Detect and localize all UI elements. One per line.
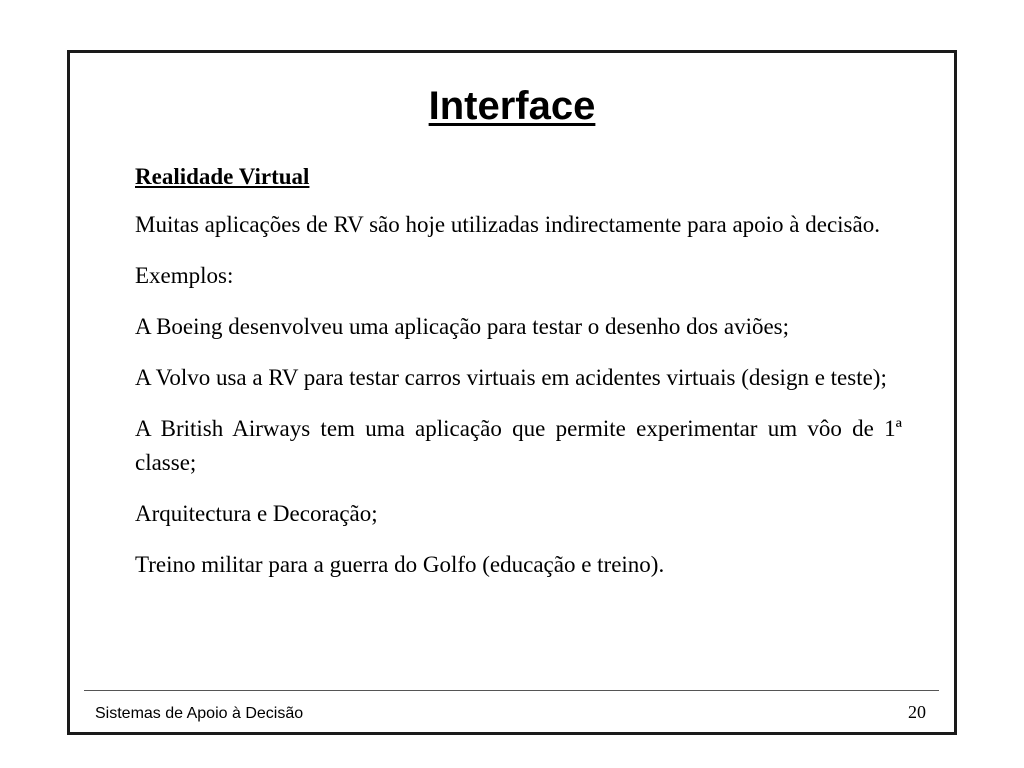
footer-divider (84, 690, 939, 691)
paragraph-example-military: Treino militar para a guerra do Golfo (educação e treino). (135, 552, 665, 577)
paragraph-intro: Muitas aplicações de RV são hoje utilizadas indirectamente para apoio à decisão. (135, 212, 880, 237)
slide-body (135, 160, 902, 599)
paragraph-example-british-airways: A British Airways tem uma aplicação que permite experimentar um vôo de 1ª classe; (135, 416, 902, 475)
paragraph-examples-label: Exemplos: (135, 263, 234, 288)
slide-title (0, 80, 1024, 132)
footer-page-number: 20 (908, 702, 926, 722)
paragraph-example-volvo: A Volvo usa a RV para testar carros virtuais em acidentes virtuais (design e teste); (135, 365, 887, 390)
footer-course-title: Sistemas de Apoio à Decisão (95, 705, 304, 722)
section-heading: Realidade Virtual (135, 164, 310, 189)
paragraph-example-boeing: A Boeing desenvolveu uma aplicação para testar o desenho dos aviões; (135, 314, 790, 339)
paragraph-example-architecture: Arquitectura e Decoração; (135, 501, 378, 526)
slide-title-text: Interface (428, 84, 596, 128)
